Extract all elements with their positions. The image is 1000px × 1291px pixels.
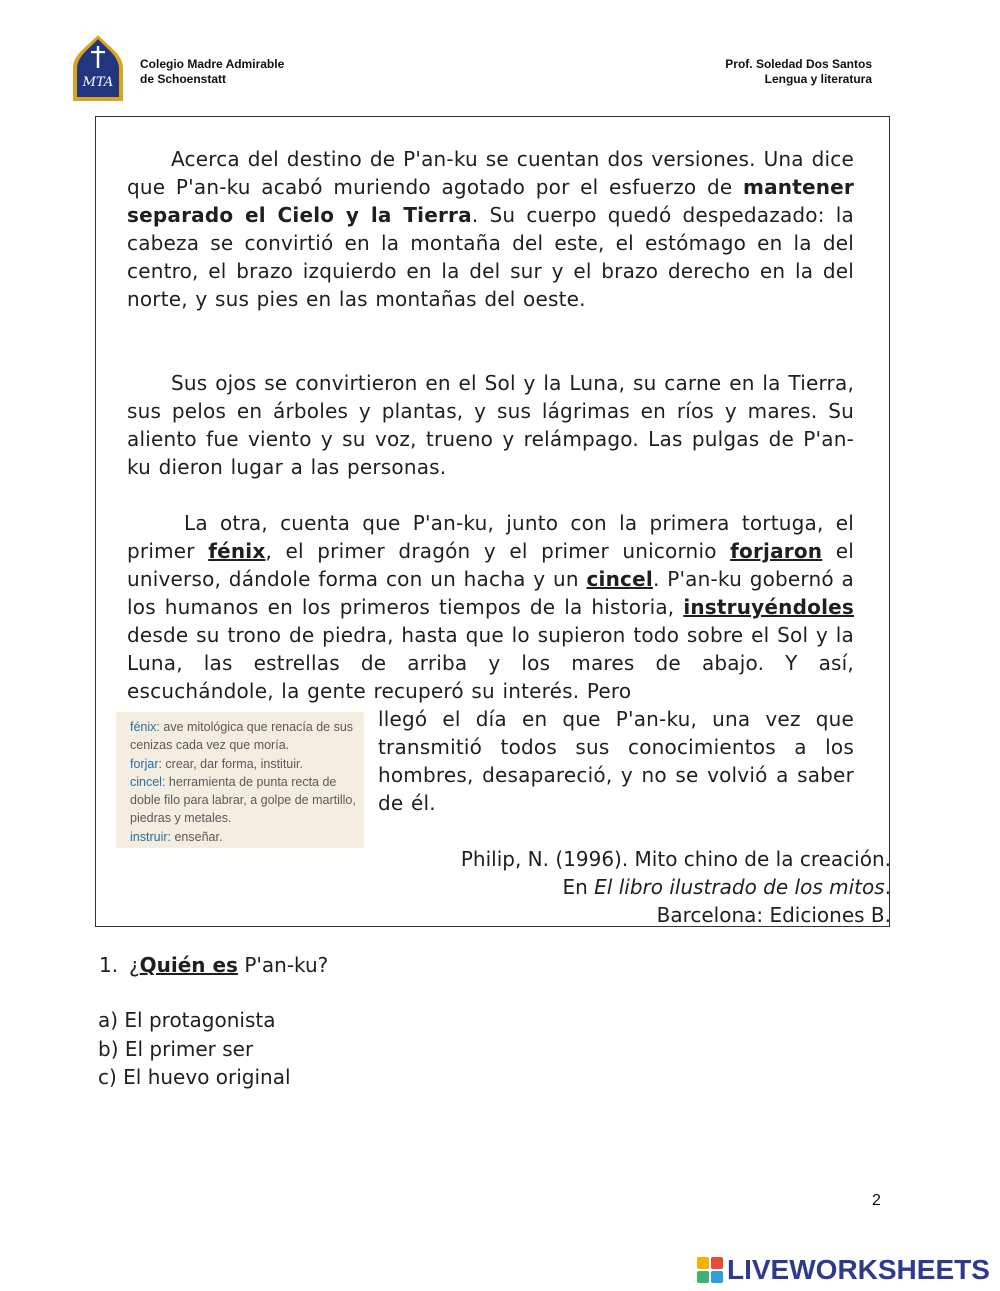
p4-text: llegó el día en que P'an-ku, una vez que transmitió todos sus conocimientos a los hombres, desapareció, y no se volvió a saber de él. <box>378 707 854 815</box>
option-b[interactable]: b) El primer ser <box>98 1036 254 1061</box>
school-name <box>140 57 284 87</box>
glossary-entry <box>130 718 358 755</box>
reference-suffix: . <box>884 875 891 899</box>
reference-line-1: Philip, N. (1996). Mito chino de la creación. <box>460 847 891 871</box>
question-1 <box>99 951 328 979</box>
glossary-entry <box>130 828 358 846</box>
glossary-def: ave mitológica que renacía de sus cenizas cada vez que moría. <box>130 720 354 753</box>
glossary-entry <box>130 773 358 828</box>
paragraph-4 <box>378 705 854 817</box>
glossary-term: forjar: <box>130 756 162 771</box>
reference-line-2 <box>461 873 891 901</box>
p3-text-b: , el primer dragón y el primer unicornio <box>265 539 731 563</box>
paragraph-1 <box>127 145 854 313</box>
p2-text: Sus ojos se convirtieron en el Sol y la Luna, su carne en la Tierra, sus pelos en árboles y plantas, y sus lágrimas en ríos y mares. Su aliento fue viento y su voz, trueno y relámpago. Las pulgas de P'an-ku dieron lugar a las personas. <box>127 371 854 479</box>
question-post: P'an-ku? <box>237 953 329 977</box>
word-fenix: fénix <box>208 539 266 563</box>
p3-text-e: desde su trono de piedra, hasta que lo supieron todo sobre el Sol y la Luna, las estrellas de arriba y los mares de abajo. Y así, escuchándole, la gente recuperó su interés. Pero <box>127 623 854 703</box>
reference-book-title: El libro ilustrado de los mitos <box>594 875 885 899</box>
glossary-term: cincel: <box>130 774 166 789</box>
glossary-def: enseñar. <box>170 829 223 844</box>
p3-text-c: el universo, dándole forma con un hacha y un <box>127 539 854 591</box>
glossary-term: instruir: <box>130 829 171 844</box>
glossary-term: fénix: <box>130 720 160 734</box>
subject-name: Lengua y literatura <box>764 72 872 86</box>
bibliographic-reference <box>461 845 891 929</box>
teacher-name: Prof. Soledad Dos Santos <box>725 57 872 71</box>
p1-text-b: . Su cuerpo quedó despedazado: la cabeza se convirtió en la montaña del este, el estómago en la del centro, el brazo izquierdo en la del sur y el brazo derecho en la del norte, y sus pies en las montañas del oeste. <box>127 203 854 311</box>
page-number: 2 <box>872 1192 881 1209</box>
question-bold: Quién es <box>139 953 238 977</box>
glossary-entry <box>130 755 358 773</box>
reference-line-3: Barcelona: Ediciones B. <box>656 903 891 927</box>
paragraph-2 <box>127 369 854 481</box>
p3-text-a: La otra, cuenta que P'an-ku, junto con la primera tortuga, el primer <box>127 511 854 563</box>
word-instruyendoles: instruyéndoles <box>683 595 854 619</box>
glossary-def: crear, dar forma, instituir. <box>161 756 303 771</box>
reference-prefix: En <box>562 875 595 899</box>
school-line-2: de Schoenstatt <box>140 72 227 86</box>
school-line-1: Colegio Madre Admirable <box>140 57 285 71</box>
option-c[interactable]: c) El huevo original <box>98 1065 291 1089</box>
teacher-info <box>725 57 872 87</box>
glossary-def: herramienta de punta recta de doble filo para labrar, a golpe de martillo, piedras y metales. <box>130 774 356 826</box>
option-a[interactable]: a) El protagonista <box>98 1008 276 1032</box>
logo-monogram: MTA <box>82 75 114 90</box>
question-pre: ¿ <box>129 953 140 977</box>
p1-text-a: Acerca del destino de P'an-ku se cuentan dos versiones. Una dice que P'an-ku acabó muriendo agotado por el esfuerzo de <box>127 147 854 199</box>
brand-blocks-icon <box>697 1257 723 1283</box>
question-number: 1. <box>99 953 119 977</box>
answer-options <box>98 1006 291 1092</box>
liveworksheets-brand <box>697 1254 990 1286</box>
word-forjaron: forjaron <box>730 539 823 563</box>
glossary-box <box>116 712 364 848</box>
paragraph-3 <box>127 509 854 705</box>
p3-text-d: . P'an-ku gobernó a los humanos en los primeros tiempos de la historia, <box>127 567 854 619</box>
brand-wordmark: LIVEWORKSHEETS <box>727 1254 990 1285</box>
school-logo <box>72 34 124 102</box>
p1-bold: mantener separado el Cielo y la Tierra <box>127 175 854 227</box>
word-cincel: cincel <box>586 567 653 591</box>
